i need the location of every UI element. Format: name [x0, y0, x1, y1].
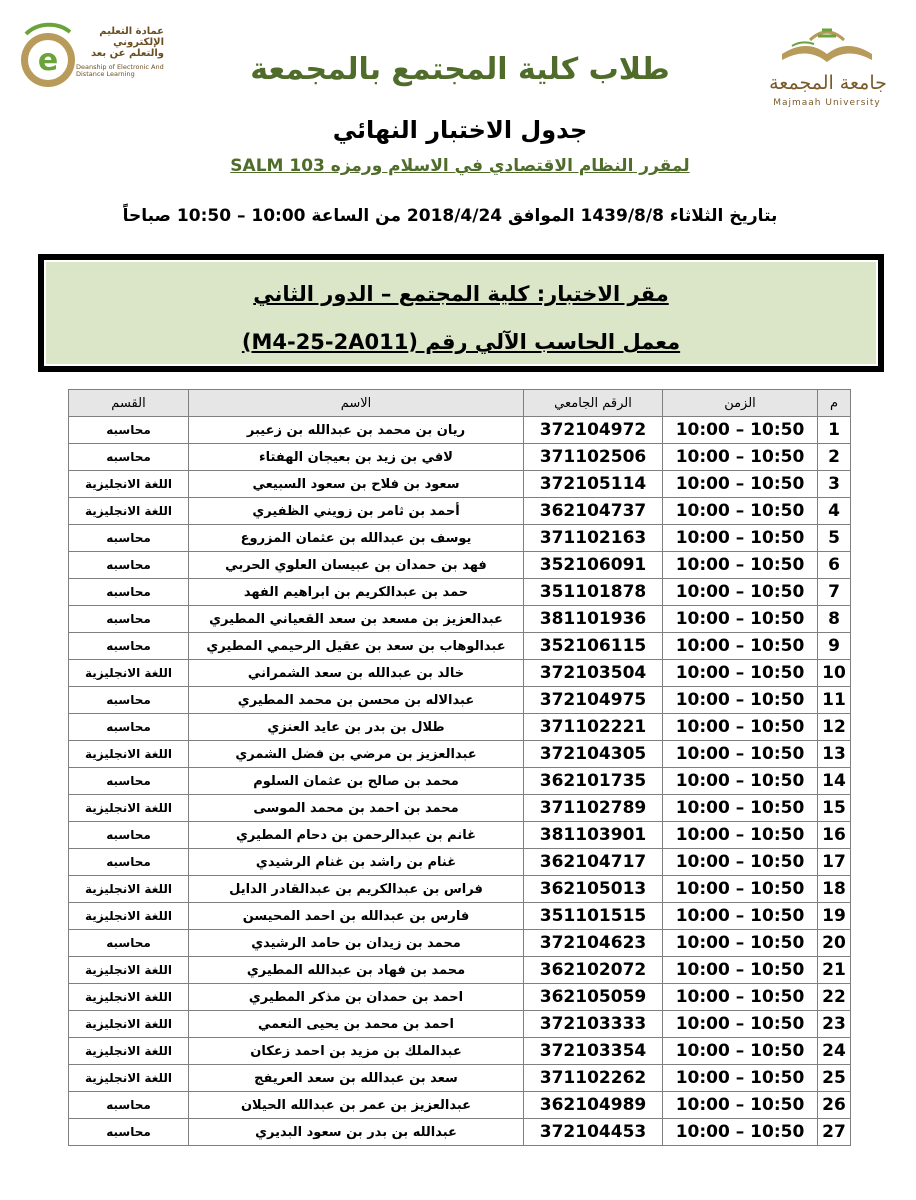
row-time: 10:00 – 10:50 — [663, 903, 818, 930]
header-time: الزمن — [663, 390, 818, 417]
row-name: عبدالعزيز بن مرضي بن فضل الشمري — [189, 741, 524, 768]
table-row — [69, 903, 851, 930]
row-num: 27 — [818, 1119, 851, 1146]
table-row — [69, 822, 851, 849]
table-row — [69, 1119, 851, 1146]
open-book-icon — [752, 20, 902, 72]
row-id: 352106091 — [524, 552, 663, 579]
row-dept: اللغة الانجليزية — [69, 957, 189, 984]
row-id: 351101515 — [524, 903, 663, 930]
row-dept: اللغة الانجليزية — [69, 741, 189, 768]
row-num: 20 — [818, 930, 851, 957]
table-row — [69, 687, 851, 714]
row-time: 10:00 – 10:50 — [663, 1038, 818, 1065]
row-dept: محاسبه — [69, 714, 189, 741]
row-num: 16 — [818, 822, 851, 849]
row-time: 10:00 – 10:50 — [663, 714, 818, 741]
row-id: 371102262 — [524, 1065, 663, 1092]
row-num: 15 — [818, 795, 851, 822]
row-id: 362104717 — [524, 849, 663, 876]
row-num: 4 — [818, 498, 851, 525]
table-row — [69, 579, 851, 606]
header-num: م — [818, 390, 851, 417]
page-subtitle: جدول الاختبار النهائي — [332, 116, 588, 144]
row-dept: اللغة الانجليزية — [69, 660, 189, 687]
row-name: فارس بن عبدالله بن احمد المحيسن — [189, 903, 524, 930]
row-dept: محاسبه — [69, 768, 189, 795]
table-row — [69, 957, 851, 984]
table-row — [69, 525, 851, 552]
row-dept: محاسبه — [69, 1092, 189, 1119]
row-num: 21 — [818, 957, 851, 984]
row-time: 10:00 – 10:50 — [663, 633, 818, 660]
row-id: 362104989 — [524, 1092, 663, 1119]
row-id: 362101735 — [524, 768, 663, 795]
row-dept: اللغة الانجليزية — [69, 903, 189, 930]
row-name: أحمد بن ثامر بن زويني الظفيري — [189, 498, 524, 525]
row-name: عبدالله بن بدر بن سعود البديري — [189, 1119, 524, 1146]
row-name: احمد بن حمدان بن مذكر المطيري — [189, 984, 524, 1011]
university-name-english: Majmaah University — [773, 98, 881, 108]
row-time: 10:00 – 10:50 — [663, 795, 818, 822]
row-time: 10:00 – 10:50 — [663, 1011, 818, 1038]
exam-venue-box — [38, 254, 884, 372]
row-dept: اللغة الانجليزية — [69, 1038, 189, 1065]
row-num: 13 — [818, 741, 851, 768]
row-time: 10:00 – 10:50 — [663, 957, 818, 984]
row-num: 2 — [818, 444, 851, 471]
row-name: عبدالملك بن مزيد بن احمد زعكان — [189, 1038, 524, 1065]
majmaah-university-logo — [748, 20, 906, 110]
row-name: فهد بن حمدان بن عبيسان العلوي الحربي — [189, 552, 524, 579]
row-id: 352106115 — [524, 633, 663, 660]
row-num: 1 — [818, 417, 851, 444]
row-dept: محاسبه — [69, 849, 189, 876]
row-id: 362105059 — [524, 984, 663, 1011]
row-name: خالد بن عبدالله بن سعد الشمراني — [189, 660, 524, 687]
row-num: 8 — [818, 606, 851, 633]
row-id: 371102221 — [524, 714, 663, 741]
row-dept: اللغة الانجليزية — [69, 471, 189, 498]
row-num: 3 — [818, 471, 851, 498]
row-id: 362104737 — [524, 498, 663, 525]
row-name: محمد بن صالح بن عثمان السلوم — [189, 768, 524, 795]
row-dept: محاسبه — [69, 1119, 189, 1146]
row-id: 372104975 — [524, 687, 663, 714]
row-name: لافي بن زيد بن بعيجان الهفتاء — [189, 444, 524, 471]
row-time: 10:00 – 10:50 — [663, 687, 818, 714]
row-num: 18 — [818, 876, 851, 903]
row-id: 372103333 — [524, 1011, 663, 1038]
row-dept: محاسبه — [69, 930, 189, 957]
row-name: غانم بن عبدالرحمن بن دحام المطيري — [189, 822, 524, 849]
students-table — [68, 389, 851, 1146]
venue-lab-text: معمل الحاسب الآلي رقم (M4-25-2A011) — [241, 330, 681, 354]
row-name: محمد بن احمد بن محمد الموسى — [189, 795, 524, 822]
row-name: سعد بن عبدالله بن سعد العريفج — [189, 1065, 524, 1092]
row-dept: محاسبه — [69, 687, 189, 714]
row-name: يوسف بن عبدالله بن عثمان المزروع — [189, 525, 524, 552]
row-num: 6 — [818, 552, 851, 579]
row-id: 371102506 — [524, 444, 663, 471]
row-time: 10:00 – 10:50 — [663, 984, 818, 1011]
row-num: 24 — [818, 1038, 851, 1065]
row-id: 372104453 — [524, 1119, 663, 1146]
row-dept: اللغة الانجليزية — [69, 876, 189, 903]
row-time: 10:00 – 10:50 — [663, 471, 818, 498]
row-num: 23 — [818, 1011, 851, 1038]
row-time: 10:00 – 10:50 — [663, 1092, 818, 1119]
course-title-text: لمقرر النظام الاقتصادي في الاسلام ورمزه SALM 103 — [230, 156, 690, 176]
table-row — [69, 930, 851, 957]
row-num: 7 — [818, 579, 851, 606]
table-row — [69, 1038, 851, 1065]
row-num: 9 — [818, 633, 851, 660]
table-row — [69, 498, 851, 525]
table-row — [69, 660, 851, 687]
row-dept: محاسبه — [69, 417, 189, 444]
row-name: احمد بن محمد بن يحيى النعمي — [189, 1011, 524, 1038]
header-name: الاسم — [189, 390, 524, 417]
row-time: 10:00 – 10:50 — [663, 930, 818, 957]
row-id: 372103354 — [524, 1038, 663, 1065]
row-id: 362105013 — [524, 876, 663, 903]
header-dept: القسم — [69, 390, 189, 417]
elearning-deanship-logo — [18, 18, 168, 100]
row-dept: محاسبه — [69, 525, 189, 552]
table-row — [69, 795, 851, 822]
row-name: طلال بن بدر بن عايد العنزي — [189, 714, 524, 741]
row-dept: محاسبه — [69, 822, 189, 849]
row-time: 10:00 – 10:50 — [663, 768, 818, 795]
row-num: 19 — [818, 903, 851, 930]
row-id: 372105114 — [524, 471, 663, 498]
table-header-row — [69, 390, 851, 417]
row-num: 14 — [818, 768, 851, 795]
row-time: 10:00 – 10:50 — [663, 1065, 818, 1092]
venue-location — [46, 282, 876, 306]
row-time: 10:00 – 10:50 — [663, 1119, 818, 1146]
venue-location-text: مقر الاختبار: كلية المجتمع – الدور الثاني — [253, 282, 669, 306]
row-time: 10:00 – 10:50 — [663, 660, 818, 687]
table-row — [69, 606, 851, 633]
table-row — [69, 714, 851, 741]
row-dept: اللغة الانجليزية — [69, 498, 189, 525]
row-num: 17 — [818, 849, 851, 876]
row-time: 10:00 – 10:50 — [663, 822, 818, 849]
table-row — [69, 768, 851, 795]
row-dept: محاسبه — [69, 633, 189, 660]
table-row — [69, 552, 851, 579]
row-time: 10:00 – 10:50 — [663, 444, 818, 471]
page-title: طلاب كلية المجتمع بالمجمعة — [250, 52, 670, 87]
exam-venue-inner — [44, 260, 878, 366]
table-row — [69, 417, 851, 444]
row-time: 10:00 – 10:50 — [663, 552, 818, 579]
row-id: 362102072 — [524, 957, 663, 984]
row-id: 371102789 — [524, 795, 663, 822]
row-name: عبدالوهاب بن سعد بن عقيل الرحيمي المطيري — [189, 633, 524, 660]
row-name: عبدالاله بن محسن بن محمد المطيري — [189, 687, 524, 714]
table-row — [69, 633, 851, 660]
row-name: غنام بن راشد بن غنام الرشيدي — [189, 849, 524, 876]
table-row — [69, 1092, 851, 1119]
row-time: 10:00 – 10:50 — [663, 849, 818, 876]
row-num: 25 — [818, 1065, 851, 1092]
row-name: ريان بن محمد بن عبدالله بن زعيبر — [189, 417, 524, 444]
table-row — [69, 741, 851, 768]
table-row — [69, 1011, 851, 1038]
row-id: 372104623 — [524, 930, 663, 957]
e-logo-icon — [18, 22, 78, 92]
row-name: حمد بن عبدالكريم بن ابراهيم الفهد — [189, 579, 524, 606]
elearning-logo-arabic: عمادة التعليم الإلكتروني والتعلم عن بعد — [90, 26, 164, 59]
row-name: فراس بن عبدالكريم بن عبدالقادر الدايل — [189, 876, 524, 903]
row-id: 351101878 — [524, 579, 663, 606]
svg-text:e: e — [37, 43, 59, 78]
row-num: 5 — [818, 525, 851, 552]
row-dept: اللغة الانجليزية — [69, 1065, 189, 1092]
row-num: 22 — [818, 984, 851, 1011]
row-time: 10:00 – 10:50 — [663, 525, 818, 552]
row-time: 10:00 – 10:50 — [663, 579, 818, 606]
row-name: محمد بن فهاد بن عبدالله المطيري — [189, 957, 524, 984]
course-title — [150, 156, 770, 176]
row-id: 372103504 — [524, 660, 663, 687]
row-id: 372104305 — [524, 741, 663, 768]
row-id: 372104972 — [524, 417, 663, 444]
row-id: 381103901 — [524, 822, 663, 849]
row-dept: محاسبه — [69, 552, 189, 579]
table-row — [69, 444, 851, 471]
row-num: 26 — [818, 1092, 851, 1119]
row-dept: اللغة الانجليزية — [69, 795, 189, 822]
row-time: 10:00 – 10:50 — [663, 417, 818, 444]
row-time: 10:00 – 10:50 — [663, 606, 818, 633]
table-row — [69, 471, 851, 498]
exam-date-line: بتاريخ الثلاثاء 1439/8/8 الموافق 2018/4/24 من الساعة 10:00 – 10:50 صباحاً — [122, 206, 778, 226]
row-dept: محاسبه — [69, 606, 189, 633]
row-name: سعود بن فلاح بن سعود السبيعي — [189, 471, 524, 498]
row-name: عبدالعزيز بن عمر بن عبدالله الحيلان — [189, 1092, 524, 1119]
row-name: محمد بن زيدان بن حامد الرشيدي — [189, 930, 524, 957]
row-dept: محاسبه — [69, 444, 189, 471]
row-dept: محاسبه — [69, 579, 189, 606]
row-dept: اللغة الانجليزية — [69, 1011, 189, 1038]
university-name-arabic: جامعة المجمعة — [769, 72, 887, 94]
row-time: 10:00 – 10:50 — [663, 741, 818, 768]
row-num: 12 — [818, 714, 851, 741]
row-id: 381101936 — [524, 606, 663, 633]
row-num: 11 — [818, 687, 851, 714]
header-id: الرقم الجامعي — [524, 390, 663, 417]
table-row — [69, 876, 851, 903]
table-row — [69, 849, 851, 876]
table-row — [69, 984, 851, 1011]
row-dept: اللغة الانجليزية — [69, 984, 189, 1011]
row-id: 371102163 — [524, 525, 663, 552]
row-time: 10:00 – 10:50 — [663, 876, 818, 903]
venue-lab — [46, 330, 876, 354]
row-num: 10 — [818, 660, 851, 687]
table-row — [69, 1065, 851, 1092]
elearning-logo-english: Deanship of Electronic And Distance Learning — [76, 63, 164, 78]
row-name: عبدالعزيز بن مسعد بن سعد القعياني المطيري — [189, 606, 524, 633]
row-time: 10:00 – 10:50 — [663, 498, 818, 525]
